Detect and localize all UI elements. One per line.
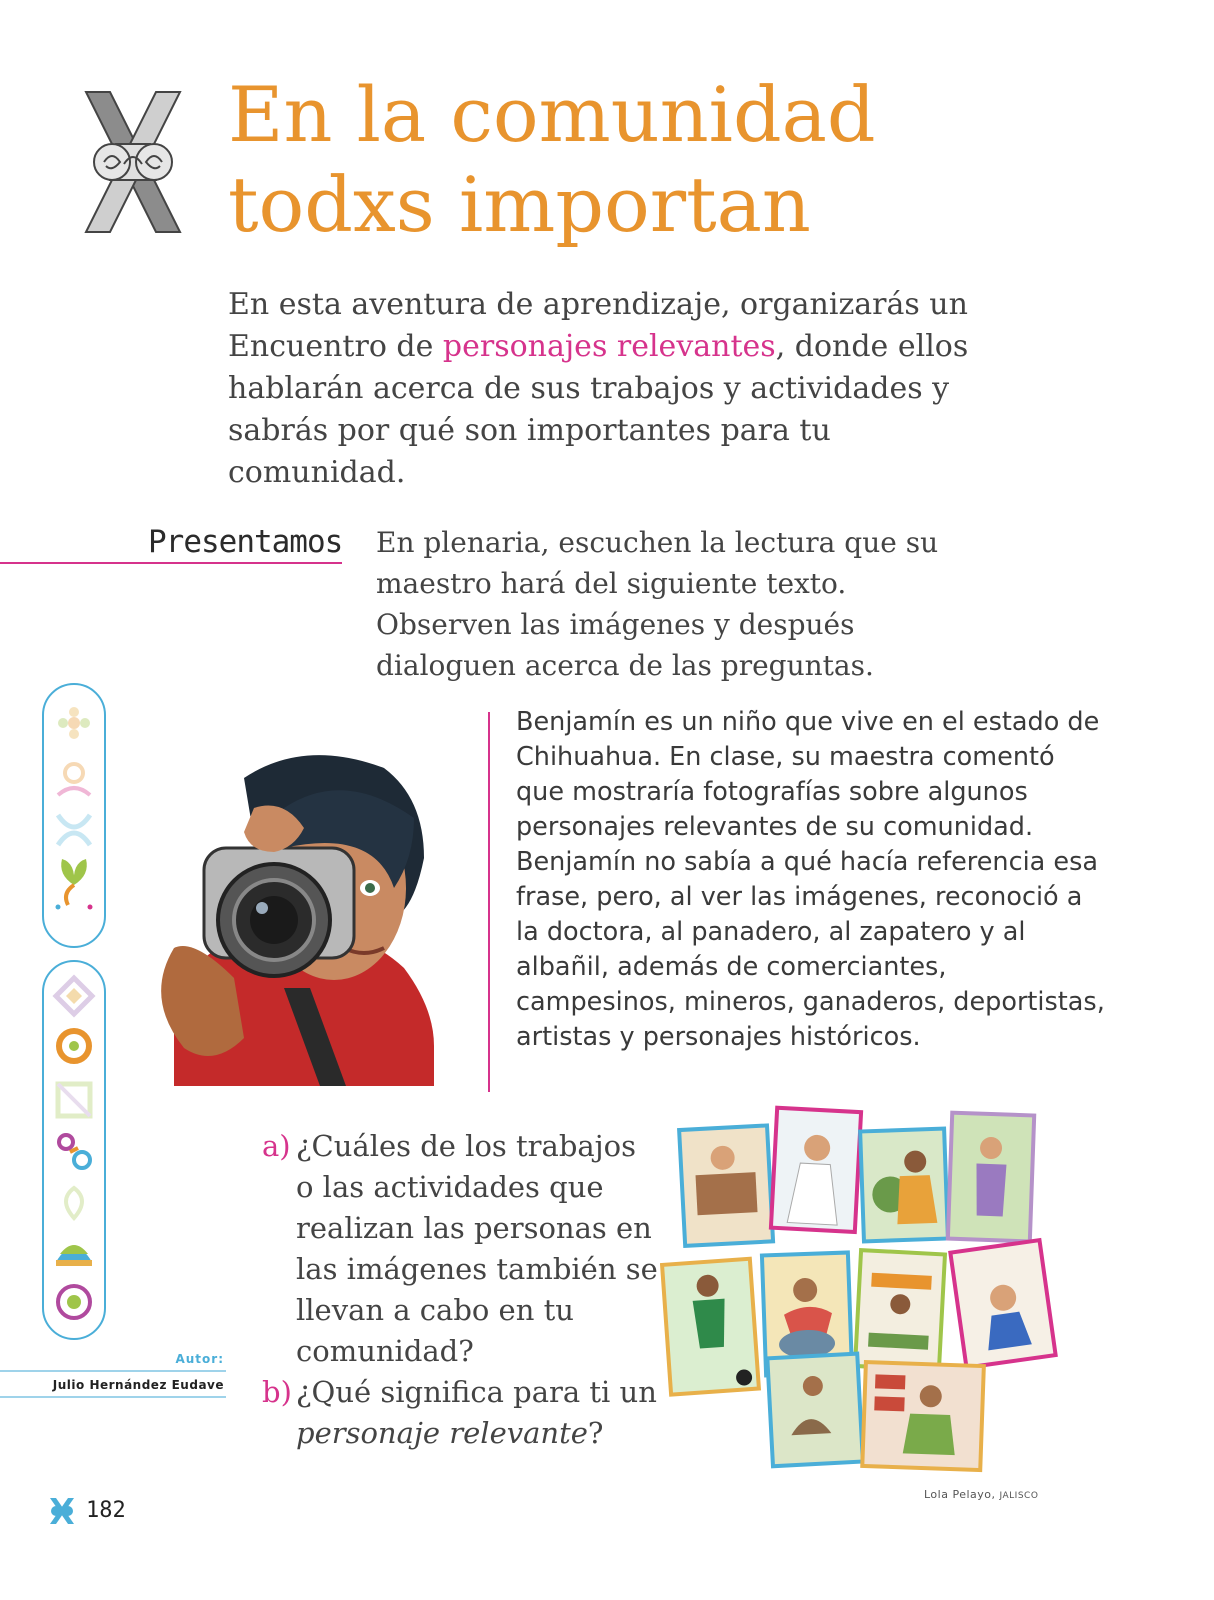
intro-highlight: personajes relevantes <box>442 329 776 364</box>
question-text: ¿Qué significa para ti un personaje relevante? <box>296 1375 657 1450</box>
page-number: 182 <box>86 1498 126 1523</box>
section-label: Presentamos <box>148 524 343 560</box>
plant-icon <box>56 859 93 910</box>
section-divider <box>0 562 342 564</box>
links-icon <box>59 1135 90 1168</box>
sidebar-icon-strip-2 <box>42 960 106 1340</box>
title-line-2: todxs importan <box>228 160 811 249</box>
story-paragraph: Benjamín es un niño que vive en el estado de Chihuahua. En clase, su maestra comentó que mostraría fotografías sobre algunos personajes relevantes de su comunidad. Benjamín no sabía a qué hacía referencia esa frase, pero, al ver las imágenes, reconoció a la doctora, al panadero, al zapatero y al albañil, además de comerciantes, campesinos, mineros, ganaderos, deportistas, artistas y personajes históricos. <box>516 707 1105 1052</box>
question-letter: a) <box>262 1129 291 1163</box>
hat-icon <box>56 1245 92 1266</box>
occupations-collage-illustration <box>660 1104 1080 1474</box>
boy-with-camera-illustration <box>134 738 446 1086</box>
question-b <box>262 1372 662 1454</box>
title-line-1: En la comunidad <box>228 70 876 159</box>
illustration-credit: Lola Pelayo, JALISCO <box>924 1488 1039 1501</box>
flower-icon <box>58 707 90 739</box>
question-a <box>262 1126 662 1372</box>
author-label: Autor: <box>175 1352 224 1366</box>
page-number-icon <box>48 1496 76 1526</box>
section-instructions: En plenaria, escuchen la lectura que su maestro hará del siguiente texto. Observen las imágenes y después dialoguen acerca de las preguntas. <box>376 526 939 682</box>
intro-paragraph <box>228 284 1008 494</box>
sidebar-icon-strip-1 <box>42 683 106 948</box>
author-divider <box>0 1370 226 1372</box>
question-list <box>262 1126 662 1454</box>
lotus-icon <box>66 1188 82 1218</box>
knot-icon <box>58 815 90 845</box>
splash-icon <box>58 1286 90 1318</box>
question-text: ¿Cuáles de los trabajos o las actividades que realizan las personas en las imágenes también se llevan a cabo en tu comunidad? <box>296 1129 658 1368</box>
intro-text-1: En esta aventura de aprendizaje, organizarás un Encuentro de <box>228 287 968 364</box>
intro-text-2: , donde ellos hablarán acerca de sus trabajos y actividades y sabrás por qué son importantes para tu comunidad. <box>228 329 969 490</box>
page-title <box>228 70 876 250</box>
spiral-icon <box>59 1031 89 1061</box>
figure-icon <box>58 764 90 795</box>
author-name: Julio Hernández Eudave <box>52 1378 224 1392</box>
story-accent-bar <box>488 712 490 1092</box>
question-letter: b) <box>262 1375 292 1409</box>
question-emphasis: personaje relevante <box>296 1416 588 1450</box>
diamond-icon <box>56 978 92 1014</box>
square-pattern-icon <box>58 1084 90 1116</box>
author-divider-bottom <box>0 1396 226 1398</box>
chapter-logo-icon <box>76 84 190 244</box>
